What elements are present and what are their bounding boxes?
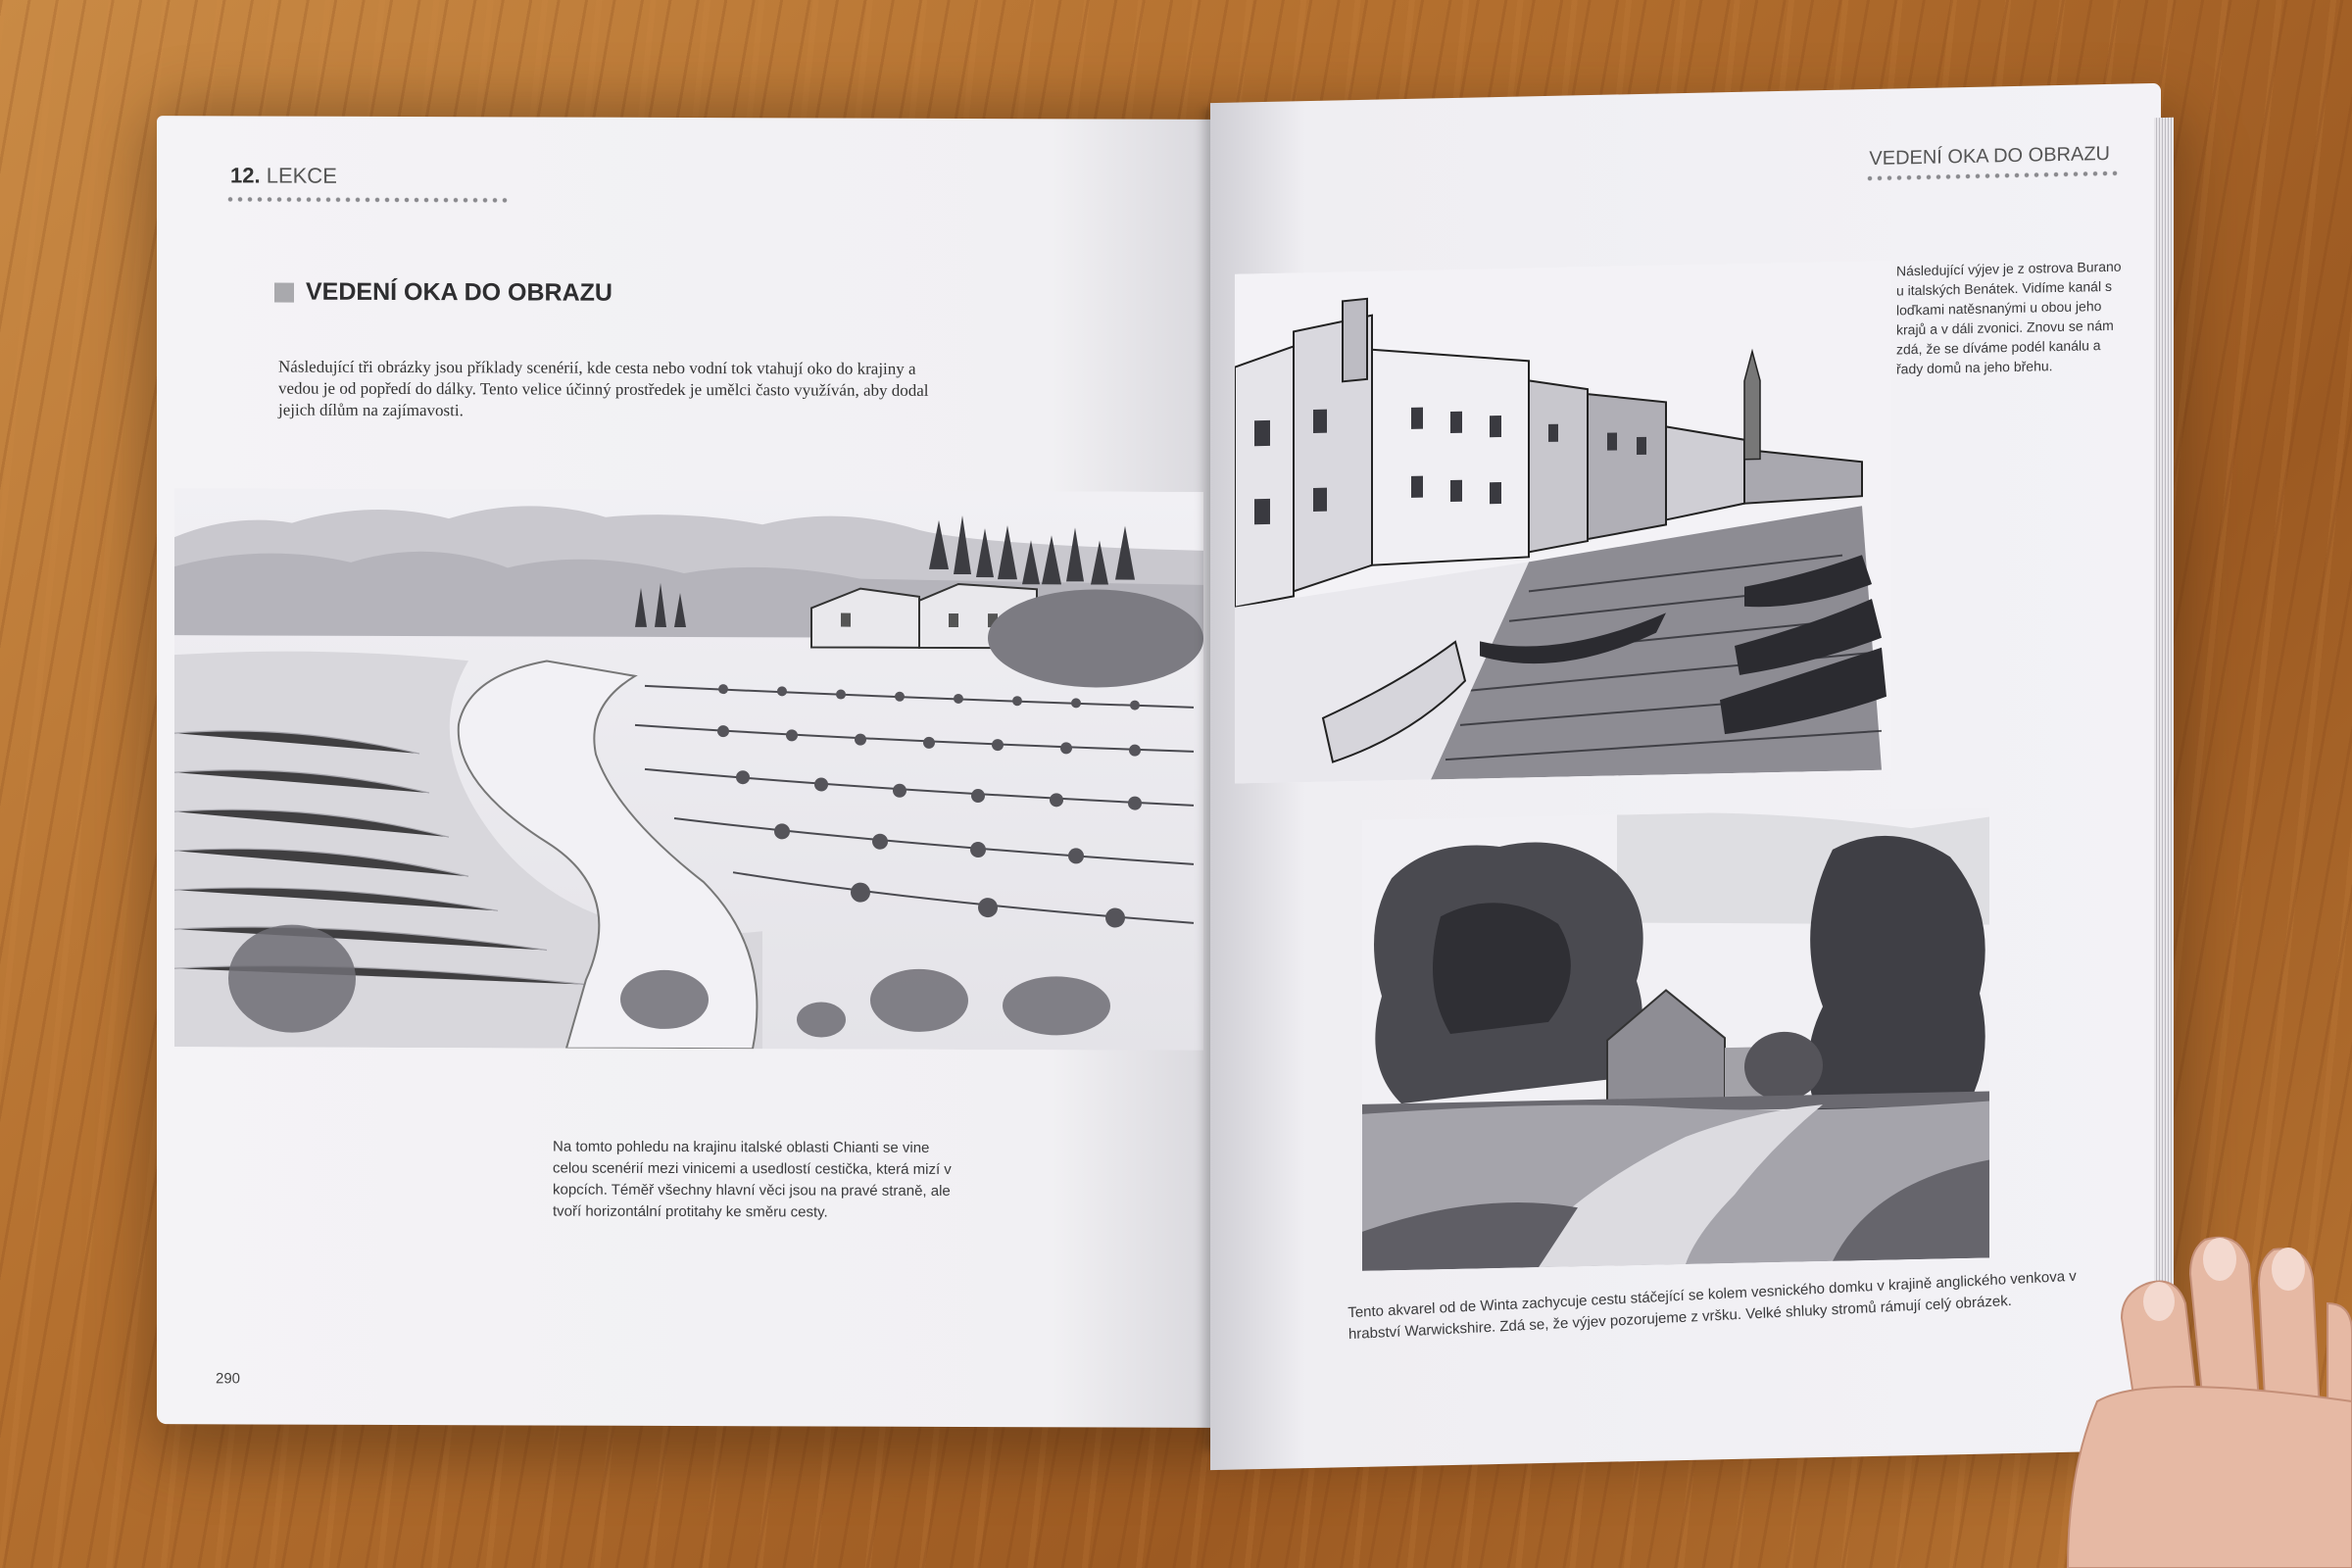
running-title: VEDENÍ OKA DO OBRAZU xyxy=(1869,142,2110,171)
lesson-label xyxy=(230,163,337,188)
burano-drawing xyxy=(1235,261,1891,784)
intro-paragraph: Následující tři obrázky jsou příklady scenérií, kde cesta nebo vodní tok vtahují oko do krajiny a vedou je od popředí do dálky. Tento velice účinný prostředek je umělci často využíván, aby dodal jejich dílům na zajímavosti. xyxy=(278,357,929,420)
header-dotted-rule xyxy=(225,196,510,203)
section-heading xyxy=(274,278,612,308)
chianti-caption: Na tomto pohledu na krajinu italské oblasti Chianti se vine celou scenérií mezi vinicemi a usedlostí cestička, která mizí v kopcích. Téměř všechny hlavní věci jsou na pravé straně, ale tvoří horizontální protitahy ke směru cesty. xyxy=(553,1138,952,1221)
warwick-drawing xyxy=(1362,808,1989,1271)
warwick-watercolour-illustration xyxy=(1362,808,1989,1271)
burano-canal-illustration xyxy=(1235,261,1891,784)
burano-caption: Následující výjev je z ostrova Burano u italských Benátek. Vidíme kanál s loďkami natěsnanými u obou jeho krajů a v dáli zvonici. Znovu se nám zdá, že se díváme podél kanálu a řady domů na jeho břehu. xyxy=(1896,258,2122,377)
warwick-caption: Tento akvarel od de Winta zachycuje cestu stáčející se kolem vesnického domku v krajině anglického venkova v hrabství Warwickshire. Zdá se, že výjev pozorujeme z vršku. Velké shluky stromů rámují celý obrázek. xyxy=(1348,1267,2077,1344)
lesson-word: LEKCE xyxy=(266,163,337,188)
section-heading-text: VEDENÍ OKA DO OBRAZU xyxy=(306,277,612,307)
hand-photo-element xyxy=(1980,1225,2352,1568)
chianti-drawing xyxy=(174,488,1203,1051)
heading-square-icon xyxy=(274,282,294,302)
chianti-landscape-illustration xyxy=(174,488,1203,1051)
left-page xyxy=(157,116,1210,1428)
header-dotted-rule-right xyxy=(1865,171,2120,181)
page-number: 290 xyxy=(216,1370,241,1388)
lesson-number: 12. xyxy=(230,163,261,188)
